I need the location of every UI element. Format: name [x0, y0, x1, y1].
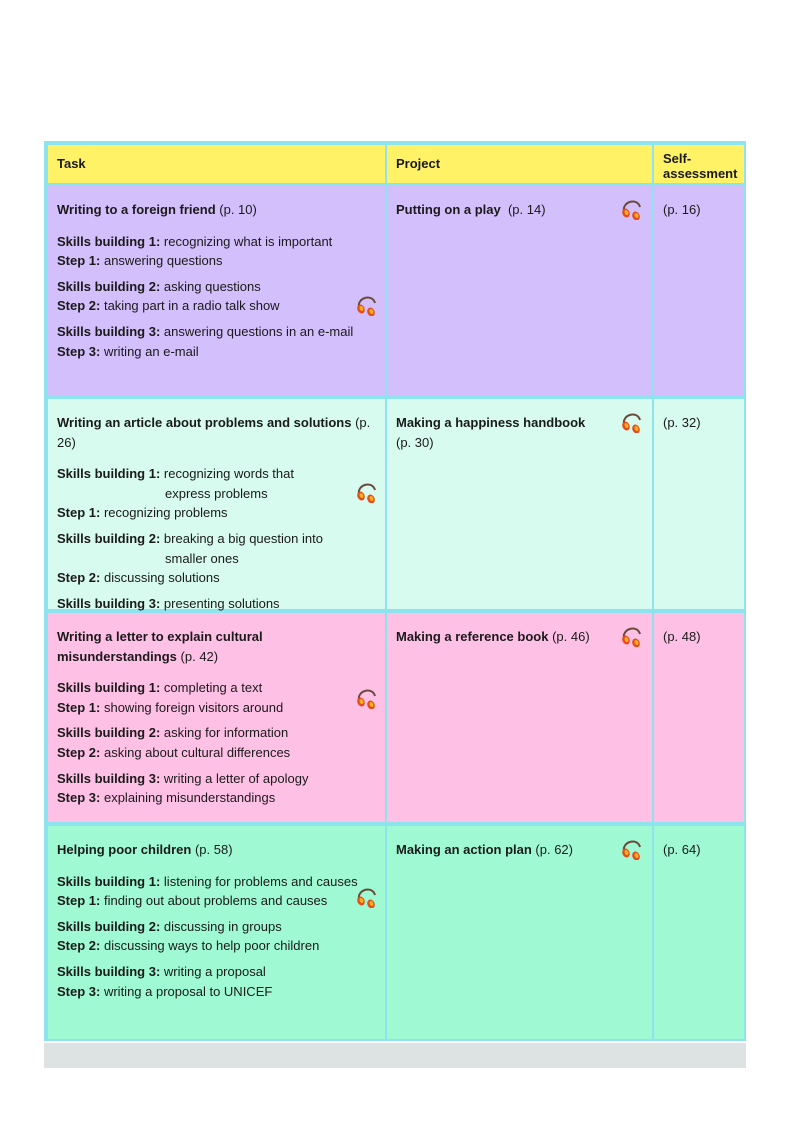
unit2-self-cell — [654, 399, 744, 609]
header-project: Project — [387, 145, 652, 183]
header-task: Task — [48, 145, 385, 183]
unit2-step2: Step 2: discussing solutions — [57, 570, 220, 586]
unit1-self-cell — [654, 186, 744, 395]
unit1-step1: Step 1: answering questions — [57, 253, 223, 269]
unit1-skills1: Skills building 1: recognizing what is important — [57, 233, 333, 249]
unit3-self-page: (p. 48) — [663, 629, 701, 644]
unit3-task-title: Writing a letter to explain cultural misunderstandings (p. 42) — [57, 629, 263, 664]
unit1-group2 — [57, 277, 376, 316]
unit3-self-cell — [654, 613, 744, 822]
unit2-skills1-cont: express problems — [165, 485, 268, 501]
header-self-line2: assessment — [663, 166, 738, 181]
unit2-skills3: Skills building 3: presenting solutions — [57, 595, 280, 611]
unit1-self-page: (p. 16) — [663, 202, 701, 217]
unit1-project-cell — [387, 186, 652, 395]
unit3-task-cell — [48, 613, 385, 822]
unit3-group2 — [57, 723, 376, 762]
unit4-group1 — [57, 872, 376, 911]
syllabus-table — [44, 141, 746, 1041]
unit4-step3: Step 3: writing a proposal to UNICEF — [57, 983, 273, 999]
unit4-skills1: Skills building 1: listening for problems and causes — [57, 873, 358, 889]
unit3-project-title: Making a reference book (p. 46) — [396, 629, 590, 644]
headphones-icon[interactable] — [354, 479, 378, 503]
headphones-icon[interactable] — [619, 196, 643, 220]
unit4-step1: Step 1: finding out about problems and causes — [57, 893, 328, 909]
unit4-project-title: Making an action plan (p. 62) — [396, 842, 573, 857]
unit4-task-cell — [48, 826, 385, 1039]
headphones-icon[interactable] — [354, 884, 378, 908]
unit4-project-cell — [387, 826, 652, 1039]
unit4-group3 — [57, 962, 376, 1001]
unit2-skills2-cont: smaller ones — [165, 550, 239, 566]
footer-band — [44, 1043, 746, 1068]
unit3-group3 — [57, 769, 376, 808]
headphones-icon[interactable] — [354, 292, 378, 316]
unit3-step1: Step 1: showing foreign visitors around — [57, 699, 284, 715]
unit1-skills3: Skills building 3: answering questions in an e-mail — [57, 323, 354, 339]
unit4-task-title: Helping poor children (p. 58) — [57, 842, 233, 857]
unit1-step2: Step 2: taking part in a radio talk show — [57, 298, 280, 314]
unit3-step3: Step 3: explaining misunderstandings — [57, 790, 276, 806]
unit2-step1: Step 1: recognizing problems — [57, 505, 228, 521]
headphones-icon[interactable] — [619, 836, 643, 860]
unit2-self-page: (p. 32) — [663, 415, 701, 430]
unit2-group2 — [57, 529, 376, 588]
unit4-step2: Step 2: discussing ways to help poor children — [57, 938, 320, 954]
unit1-task-cell — [48, 186, 385, 395]
unit1-group1 — [57, 232, 376, 271]
unit2-task-cell — [48, 399, 385, 609]
unit2-project-title: Making a happiness handbook (p. 30) — [396, 415, 586, 450]
unit2-task-title: Writing an article about problems and solutions (p. 26) — [57, 415, 371, 450]
header-self-line1: Self- — [663, 151, 692, 166]
unit3-step2: Step 2: asking about cultural differences — [57, 744, 291, 760]
unit3-group1 — [57, 678, 376, 717]
unit4-skills3: Skills building 3: writing a proposal — [57, 963, 266, 979]
unit1-task-title: Writing to a foreign friend (p. 10) — [57, 202, 257, 217]
unit2-project-cell — [387, 399, 652, 609]
unit2-group1 — [57, 464, 376, 523]
unit1-group3 — [57, 322, 376, 361]
unit1-skills2: Skills building 2: asking questions — [57, 278, 261, 294]
unit3-project-cell — [387, 613, 652, 822]
headphones-icon[interactable] — [619, 623, 643, 647]
headphones-icon[interactable] — [354, 685, 378, 709]
unit2-skills1: Skills building 1: recognizing words that — [57, 466, 294, 482]
unit4-skills2: Skills building 2: discussing in groups — [57, 918, 282, 934]
unit4-self-page: (p. 64) — [663, 842, 701, 857]
header-self-assessment — [654, 145, 744, 183]
unit4-self-cell — [654, 826, 744, 1039]
headphones-icon[interactable] — [619, 409, 643, 433]
unit3-skills1: Skills building 1: completing a text — [57, 680, 263, 696]
unit3-skills3: Skills building 3: writing a letter of apology — [57, 770, 309, 786]
unit2-skills2: Skills building 2: breaking a big question into — [57, 530, 323, 546]
unit3-skills2: Skills building 2: asking for information — [57, 725, 289, 741]
unit4-group2 — [57, 917, 376, 956]
unit1-project-title: Putting on a play (p. 14) — [396, 202, 546, 217]
unit1-step3: Step 3: writing an e-mail — [57, 343, 199, 359]
